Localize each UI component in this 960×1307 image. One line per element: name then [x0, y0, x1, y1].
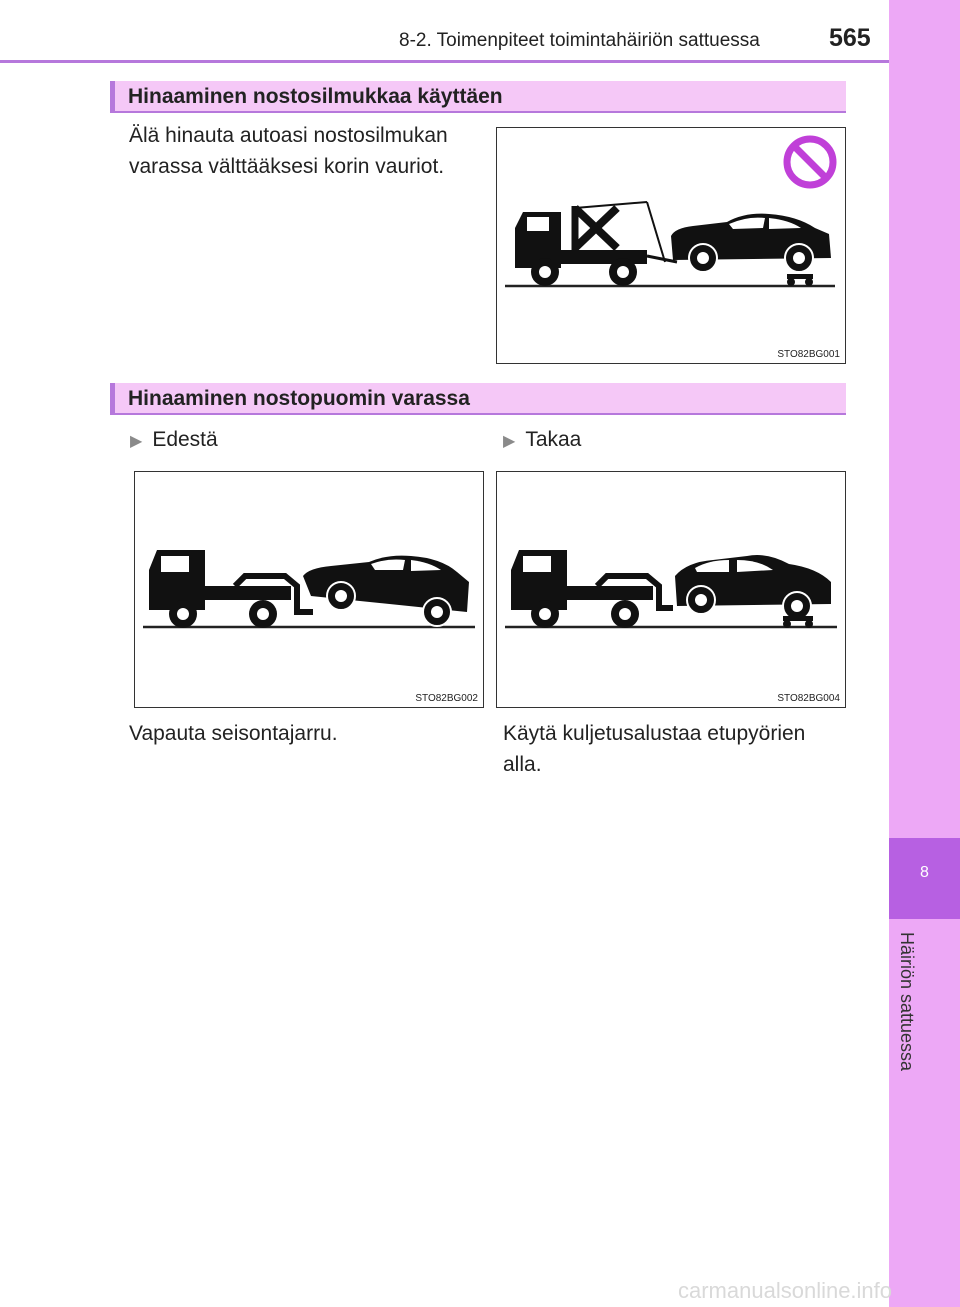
- caption-front: Vapauta seisontajarru.: [129, 722, 338, 745]
- figure-code: STO82BG002: [415, 693, 478, 704]
- figure-code: STO82BG001: [777, 349, 840, 360]
- figure-code: STO82BG004: [777, 693, 840, 704]
- header-section-title: 8-2. Toimenpiteet toimintahäiriön sattuessa: [399, 30, 760, 51]
- triangle-bullet-icon: ▶: [130, 433, 143, 450]
- triangle-bullet-icon: ▶: [503, 433, 516, 450]
- warning-text: [129, 120, 448, 182]
- caption-rear: [503, 718, 805, 780]
- header-divider: [0, 60, 889, 63]
- section-heading-label: Hinaaminen nostosilmukkaa käyttäen: [128, 85, 503, 108]
- warning-text-line: varassa välttääksesi korin vauriot.: [129, 155, 445, 178]
- bullet-front: [130, 428, 218, 452]
- section-heading-label: Hinaaminen nostopuomin varassa: [128, 387, 470, 410]
- warning-text-line: Älä hinauta autoasi nostosilmukan: [129, 124, 448, 147]
- figure-towing-rear: [496, 471, 846, 708]
- bullet-label: Edestä: [152, 428, 218, 451]
- prohibition-icon: [787, 139, 833, 185]
- section-heading-towing-eyelet: [110, 81, 846, 113]
- chapter-tab[interactable]: [889, 838, 960, 919]
- figure-towing-front: [134, 471, 484, 708]
- caption-rear-line: alla.: [503, 753, 542, 776]
- sidebar: [889, 0, 960, 1307]
- illustration-tow-truck-eyelet: [497, 128, 845, 363]
- bullet-rear: [503, 428, 581, 452]
- watermark: carmanualsonline.info: [678, 1278, 893, 1303]
- bullet-label: Takaa: [525, 428, 582, 451]
- caption-rear-line: Käytä kuljetusalustaa etupyörien: [503, 722, 806, 745]
- page-number: 565: [829, 24, 871, 52]
- chapter-title: Häiriön sattuessa: [897, 932, 917, 1072]
- figure-towing-eyelet-prohibited: [496, 127, 846, 364]
- illustration-tow-truck-front-lift: [135, 472, 483, 707]
- section-heading-wheel-lift: [110, 383, 846, 415]
- chapter-number: 8: [920, 864, 929, 881]
- illustration-tow-truck-rear-lift: [497, 472, 845, 707]
